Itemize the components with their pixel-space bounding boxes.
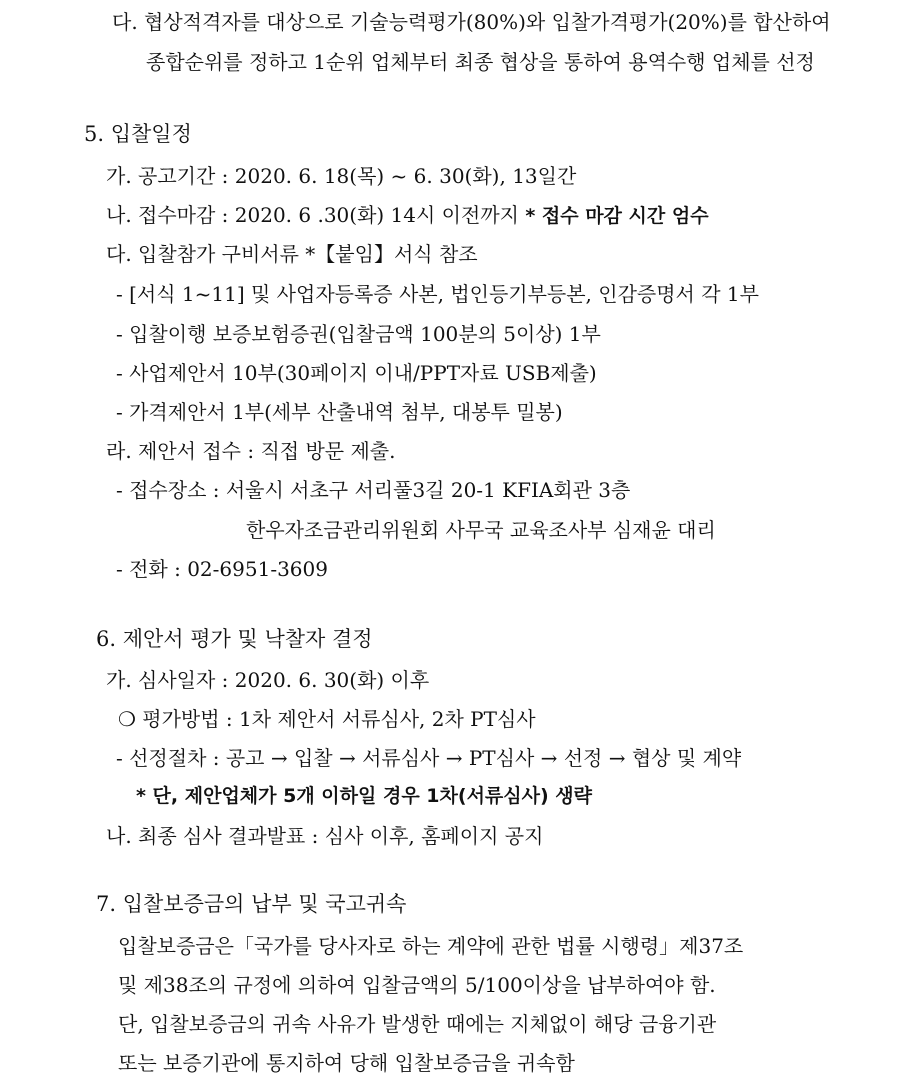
bond-paragraph-line: 및 제38조의 규정에 의하여 입찰금액의 5/100이상을 납부하여야 함. <box>118 973 716 997</box>
proposal-submission: 라. 제안서 접수 : 직접 방문 제출. <box>106 439 396 463</box>
bond-paragraph-line: 입찰보증금은「국가를 당사자로 하는 계약에 관한 법률 시행령」제37조 <box>118 934 744 958</box>
bond-paragraph-line: 또는 보증기관에 통지하여 당해 입찰보증금을 귀속함 <box>118 1051 575 1075</box>
document-item: - [서식 1~11] 및 사업자등록증 사본, 법인등기부등본, 인감증명서 각 1부 <box>116 282 759 306</box>
section-5-heading: 5. 입찰일정 <box>84 122 192 146</box>
submission-place-contact: 한우자조금관리위원회 사무국 교육조사부 심재윤 대리 <box>246 518 716 542</box>
deadline-emphasis: * 접수 마감 시간 엄수 <box>525 205 709 227</box>
section-6-heading: 6. 제안서 평가 및 낙찰자 결정 <box>96 627 373 651</box>
notice-period: 가. 공고기간 : 2020. 6. 18(목) ~ 6. 30(화), 13일간 <box>106 164 577 188</box>
evaluation-method <box>118 709 536 729</box>
required-documents-heading: 다. 입찰참가 구비서류 *【붙임】서식 참조 <box>106 242 478 266</box>
submission-place: - 접수장소 : 서울시 서초구 서리풀3길 20-1 KFIA회관 3층 <box>116 478 631 502</box>
bond-paragraph-line: 단, 입찰보증금의 귀속 사유가 발생한 때에는 지체없이 해당 금융기관 <box>118 1012 717 1036</box>
circle-bullet-icon: ❍ <box>118 707 136 731</box>
section-7-heading: 7. 입찰보증금의 납부 및 국고귀속 <box>96 892 407 916</box>
final-result-announcement: 나. 최종 심사 결과발표 : 심사 이후, 홈페이지 공지 <box>106 824 544 848</box>
evaluation-method-text: 평가방법 : 1차 제안서 서류심사, 2차 PT심사 <box>142 707 536 731</box>
criteria-item-da-line2: 종합순위를 정하고 1순위 업체부터 최종 협상을 통하여 용역수행 업체를 선정 <box>146 50 815 74</box>
review-date: 가. 심사일자 : 2020. 6. 30(화) 이후 <box>106 668 430 692</box>
submission-deadline <box>106 205 709 226</box>
criteria-item-da-line1: 다. 협상적격자를 대상으로 기술능력평가(80%)와 입찰가격평가(20%)를 합산하여 <box>112 10 831 34</box>
procedure-note: * 단, 제안업체가 5개 이하일 경우 1차(서류심사) 생략 <box>136 785 592 807</box>
phone-number: - 전화 : 02-6951-3609 <box>116 557 328 581</box>
document-item: - 사업제안서 10부(30페이지 이내/PPT자료 USB제출) <box>116 361 597 385</box>
document-item: - 입찰이행 보증보험증권(입찰금액 100분의 5이상) 1부 <box>116 322 601 346</box>
document-item: - 가격제안서 1부(세부 산출내역 첨부, 대봉투 밀봉) <box>116 400 563 424</box>
deadline-text: 나. 접수마감 : 2020. 6 .30(화) 14시 이전까지 <box>106 203 526 227</box>
selection-procedure: - 선정절차 : 공고 → 입찰 → 서류심사 → PT심사 → 선정 → 협상 및 계약 <box>116 746 742 770</box>
